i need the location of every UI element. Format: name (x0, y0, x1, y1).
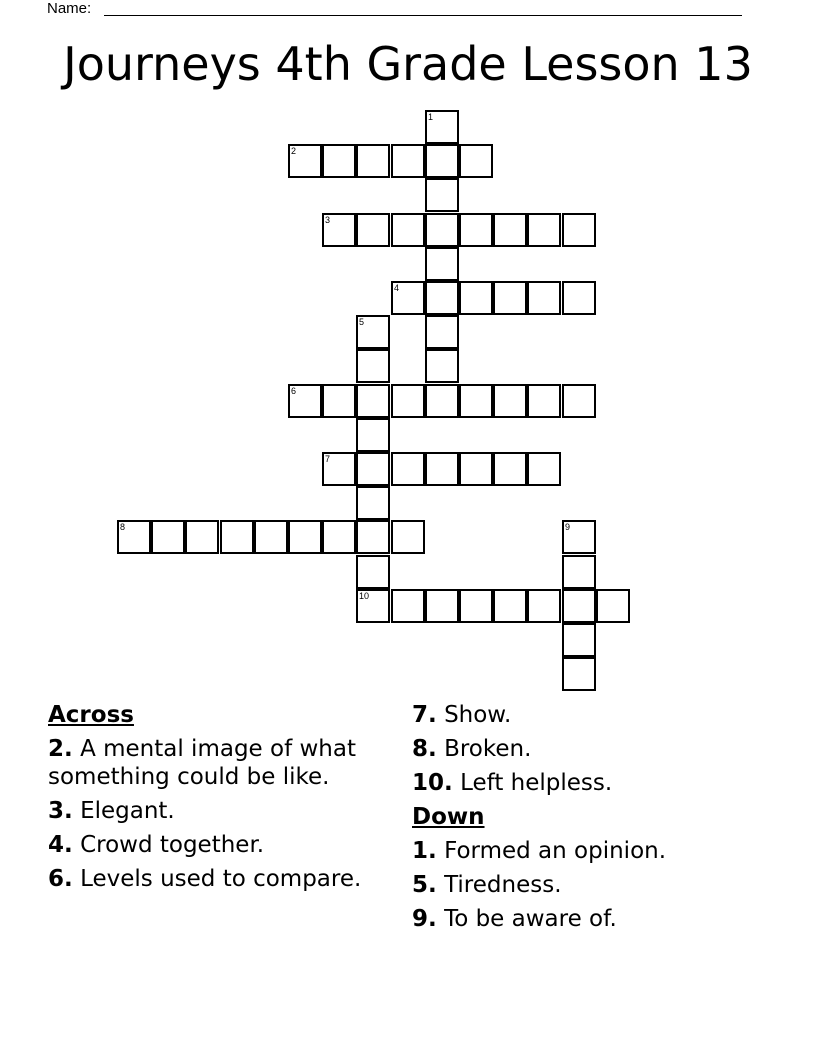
grid-cell[interactable] (220, 520, 254, 554)
clue-number: 6 (291, 386, 297, 396)
across-heading: Across (48, 702, 134, 728)
grid-cell[interactable] (562, 555, 596, 589)
clue-number: 4 (394, 283, 400, 293)
name-label: Name: (47, 0, 92, 17)
grid-cell[interactable] (493, 281, 527, 315)
grid-cell[interactable] (391, 520, 425, 554)
grid-cell[interactable] (151, 520, 185, 554)
grid-cell[interactable] (391, 213, 425, 247)
grid-cell[interactable] (288, 384, 322, 418)
down-heading: Down (412, 804, 485, 830)
grid-cell[interactable] (356, 589, 390, 623)
clue-number: 3 (325, 215, 331, 225)
across-clue: 8. Broken. (412, 736, 532, 762)
across-clue: 2. A mental image of what something could be like. (48, 736, 356, 790)
grid-cell[interactable] (425, 349, 459, 383)
grid-cell[interactable] (527, 589, 561, 623)
grid-cell[interactable] (356, 315, 390, 349)
grid-cell[interactable] (391, 589, 425, 623)
clue-number: 8 (120, 522, 126, 532)
grid-cell[interactable] (527, 452, 561, 486)
grid-cell[interactable] (425, 384, 459, 418)
across-clue: 7. Show. (412, 702, 512, 728)
grid-cell[interactable] (391, 144, 425, 178)
grid-cell[interactable] (425, 247, 459, 281)
grid-cell[interactable] (356, 144, 390, 178)
grid-cell[interactable] (288, 144, 322, 178)
grid-cell[interactable] (322, 144, 356, 178)
grid-cell[interactable] (493, 452, 527, 486)
grid-cell[interactable] (288, 520, 322, 554)
grid-cell[interactable] (562, 520, 596, 554)
grid-cell[interactable] (356, 213, 390, 247)
grid-cell[interactable] (459, 144, 493, 178)
down-clue: 9. To be aware of. (412, 906, 617, 932)
clue-number: 1 (428, 112, 434, 122)
grid-cell[interactable] (527, 213, 561, 247)
grid-cell[interactable] (459, 589, 493, 623)
grid-cell[interactable] (425, 281, 459, 315)
clue-number: 2 (291, 146, 297, 156)
clue-number: 9 (565, 522, 571, 532)
grid-cell[interactable] (322, 384, 356, 418)
grid-cell[interactable] (425, 315, 459, 349)
grid-cell[interactable] (596, 589, 630, 623)
down-clue: 1. Formed an opinion. (412, 838, 667, 864)
clues-column-left (48, 701, 388, 899)
grid-cell[interactable] (527, 384, 561, 418)
grid-cell[interactable] (459, 213, 493, 247)
grid-cell[interactable] (356, 520, 390, 554)
grid-cell[interactable] (356, 384, 390, 418)
grid-cell[interactable] (562, 384, 596, 418)
grid-cell[interactable] (527, 281, 561, 315)
grid-cell[interactable] (356, 418, 390, 452)
grid-cell[interactable] (562, 281, 596, 315)
clue-number: 5 (359, 317, 365, 327)
page-title: Journeys 4th Grade Lesson 13 (63, 37, 753, 91)
grid-cell[interactable] (391, 452, 425, 486)
grid-cell[interactable] (493, 384, 527, 418)
across-clue: 3. Elegant. (48, 798, 175, 824)
grid-cell[interactable] (459, 281, 493, 315)
clues-column-right (412, 701, 792, 939)
grid-cell[interactable] (459, 452, 493, 486)
grid-cell[interactable] (425, 213, 459, 247)
grid-cell[interactable] (117, 520, 151, 554)
grid-cell[interactable] (254, 520, 288, 554)
grid-cell[interactable] (391, 281, 425, 315)
grid-cell[interactable] (356, 555, 390, 589)
grid-cell[interactable] (322, 520, 356, 554)
grid-cell[interactable] (493, 589, 527, 623)
across-clue: 6. Levels used to compare. (48, 866, 362, 892)
grid-cell[interactable] (562, 657, 596, 691)
grid-cell[interactable] (425, 144, 459, 178)
grid-cell[interactable] (425, 178, 459, 212)
grid-cell[interactable] (562, 589, 596, 623)
grid-cell[interactable] (356, 349, 390, 383)
grid-cell[interactable] (322, 213, 356, 247)
grid-cell[interactable] (562, 623, 596, 657)
grid-cell[interactable] (493, 213, 527, 247)
grid-cell[interactable] (185, 520, 219, 554)
grid-cell[interactable] (356, 452, 390, 486)
grid-cell[interactable] (391, 384, 425, 418)
grid-cell[interactable] (425, 110, 459, 144)
grid-cell[interactable] (562, 213, 596, 247)
grid-cell[interactable] (459, 384, 493, 418)
clue-number: 10 (359, 591, 370, 601)
clue-number: 7 (325, 454, 331, 464)
across-clue: 4. Crowd together. (48, 832, 265, 858)
across-clue: 10. Left helpless. (412, 770, 613, 796)
grid-cell[interactable] (322, 452, 356, 486)
grid-cell[interactable] (425, 452, 459, 486)
grid-cell[interactable] (356, 486, 390, 520)
down-clue: 5. Tiredness. (412, 872, 562, 898)
grid-cell[interactable] (425, 589, 459, 623)
